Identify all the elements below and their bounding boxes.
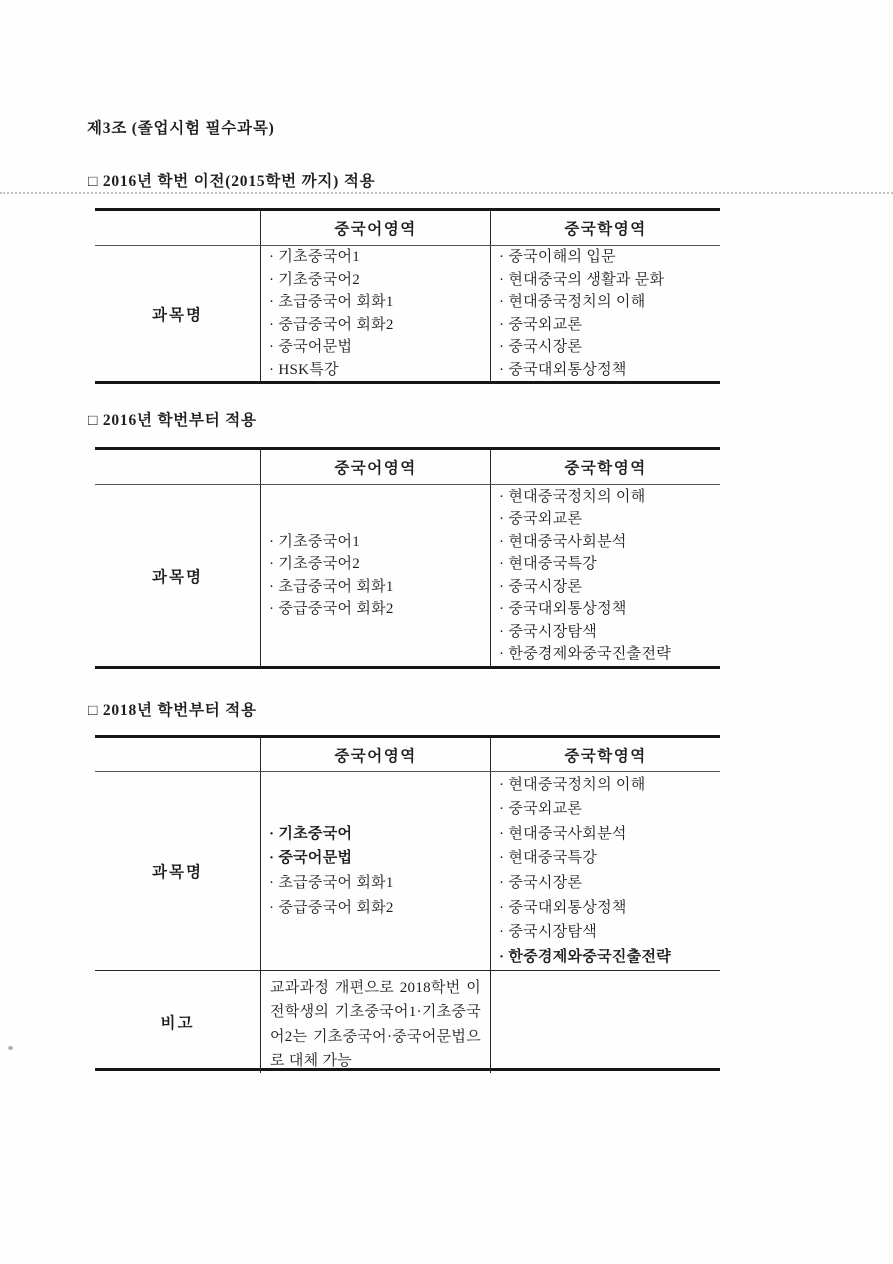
course-item: · 초급중국어 회화1 (269, 875, 394, 891)
course-item: · 현대중국정치의 이해 (499, 488, 646, 505)
table-header-row (95, 738, 720, 772)
header-chinese-language-area: 중국어영역 (260, 450, 490, 484)
row-label-remarks: 비고 (160, 1015, 195, 1033)
course-item: · 초급중국어 회화1 (269, 578, 394, 595)
chinese-studies-course-list (490, 246, 720, 381)
course-item: · HSK특강 (269, 361, 339, 378)
table-from-2018 (95, 735, 720, 1071)
header-chinese-studies-area: 중국학영역 (490, 211, 720, 245)
table-body-row (95, 772, 720, 970)
course-item: · 현대중국정치의 이해 (499, 776, 646, 793)
course-item: · 한중경제와중국진출전략 (499, 646, 672, 662)
course-item: · 중국외교론 (499, 511, 583, 527)
course-item: · 중국시장탐색 (499, 623, 598, 640)
chinese-studies-course-list (490, 772, 720, 970)
course-item: · 중국외교론 (499, 316, 583, 333)
table-from-2016 (95, 447, 720, 669)
course-item: · 중국어문법 (269, 339, 353, 355)
header-chinese-studies-area: 중국학영역 (490, 738, 720, 771)
course-item: · 현대중국사회분석 (499, 533, 627, 550)
chinese-language-course-list (260, 246, 490, 381)
course-item: · 현대중국정치의 이해 (499, 294, 646, 310)
row-label-subject-names: 과목명 (152, 306, 203, 324)
table-body-row (95, 485, 720, 666)
table-remark-row (95, 970, 720, 1068)
course-item: · 중국어문법 (269, 850, 353, 867)
header-empty-cell (95, 211, 260, 245)
header-empty-cell (95, 450, 260, 484)
remark-line: 전학생의 기초중국어1·기초중국 (270, 1004, 481, 1021)
scan-dotted-rule (0, 192, 893, 194)
chinese-language-course-list (260, 772, 490, 970)
header-chinese-studies-area: 중국학영역 (490, 450, 720, 484)
table-body-row (95, 246, 720, 381)
table-header-row (95, 450, 720, 485)
course-item: · 중급중국어 회화2 (269, 316, 394, 333)
row-label-subject-names: 과목명 (152, 568, 203, 586)
document-title: 제3조 (졸업시험 필수과목) (87, 120, 275, 137)
course-item: · 중국시장론 (499, 578, 583, 595)
course-item: · 기초중국어 (269, 825, 353, 842)
course-item: · 중국이해의 입문 (499, 249, 616, 265)
course-item: · 중국대외통상정책 (499, 361, 627, 378)
section-heading-from-2018: □ 2018년 학번부터 적용 (88, 702, 257, 719)
remark-line: 어2는 기초중국어·중국어문법으 (270, 1028, 481, 1045)
section-heading-from-2016: □ 2016년 학번부터 적용 (88, 412, 257, 429)
remark-note-text (260, 971, 490, 1073)
remark-line: 로 대체 가능 (270, 1052, 353, 1069)
header-empty-cell (95, 738, 260, 771)
section-heading-2015-and-earlier: □ 2016년 학번 이전(2015학번 까지) 적용 (88, 173, 376, 190)
course-item: · 현대중국사회분석 (499, 825, 627, 842)
course-item: · 기초중국어1 (269, 533, 361, 550)
row-label-subject-names: 과목명 (152, 864, 203, 881)
remark-empty-cell (490, 971, 720, 1073)
chinese-language-course-list (260, 485, 490, 666)
course-item: · 중국시장탐색 (499, 924, 598, 941)
course-item: · 기초중국어1 (269, 249, 361, 265)
course-item: · 기초중국어2 (269, 556, 361, 572)
course-item: · 중국외교론 (499, 801, 583, 818)
course-item: · 중급중국어 회화2 (269, 601, 394, 617)
scan-artifact-speck (8, 1046, 13, 1050)
remark-line: 교과과정 개편으로 2018학번 이 (270, 980, 481, 996)
course-item: · 현대중국특강 (499, 850, 598, 867)
course-item: · 초급중국어 회화1 (269, 294, 394, 310)
chinese-studies-course-list (490, 485, 720, 666)
course-item: · 중국대외통상정책 (499, 601, 627, 617)
course-item: · 현대중국의 생활과 문화 (499, 271, 665, 288)
course-item: · 한중경제와중국진출전략 (499, 948, 672, 965)
course-item: · 중국시장론 (499, 875, 583, 891)
header-chinese-language-area: 중국어영역 (260, 738, 490, 771)
course-item: · 기초중국어2 (269, 271, 361, 288)
table-header-row (95, 211, 720, 246)
course-item: · 현대중국특강 (499, 556, 598, 572)
table-2015-and-earlier (95, 208, 720, 384)
course-item: · 중국대외통상정책 (499, 899, 627, 916)
course-item: · 중급중국어 회화2 (269, 899, 394, 916)
header-chinese-language-area: 중국어영역 (260, 211, 490, 245)
course-item: · 중국시장론 (499, 339, 583, 355)
